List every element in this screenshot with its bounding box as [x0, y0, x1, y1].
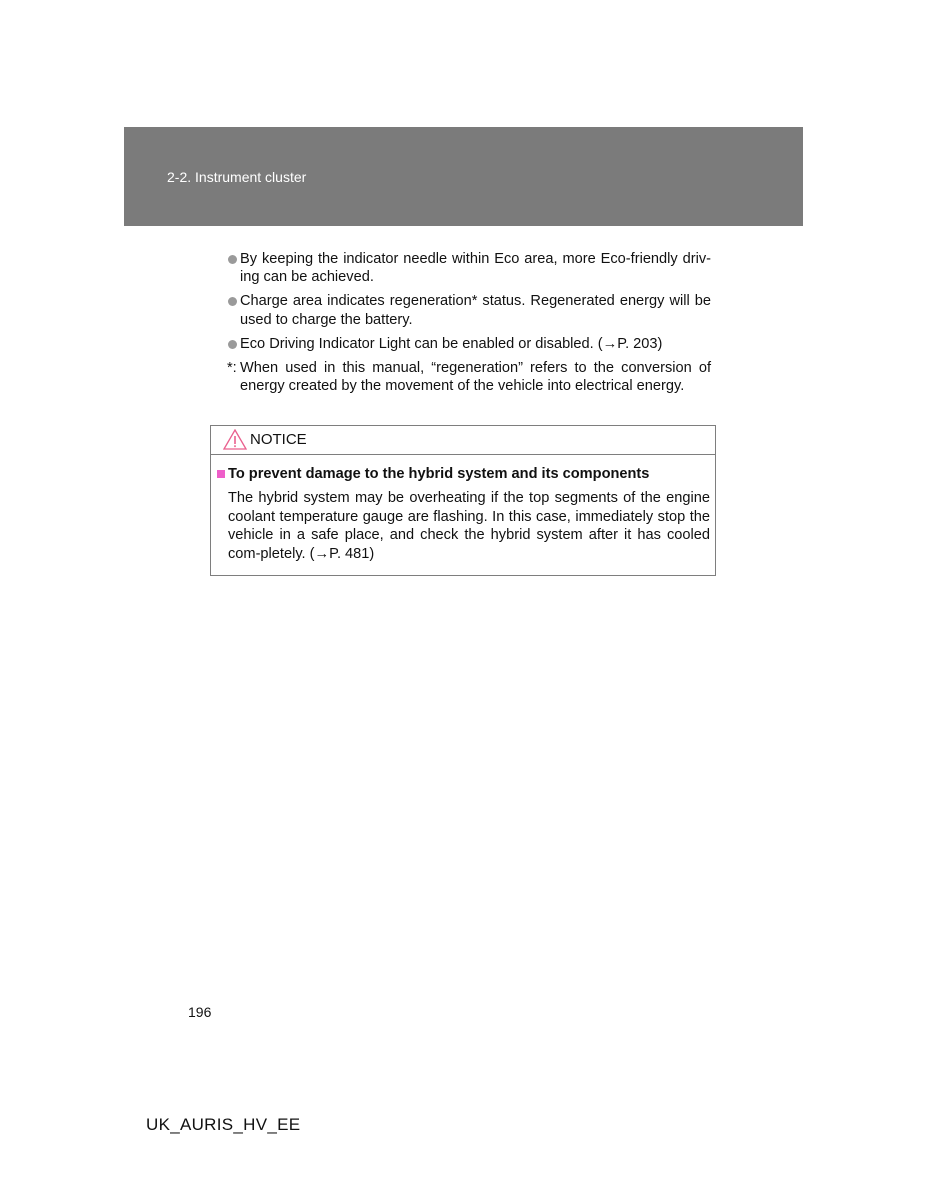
notice-heading-text: To prevent damage to the hybrid system and its components	[228, 466, 650, 482]
footnote	[227, 359, 711, 396]
list-item	[227, 292, 711, 329]
footnote-mark: *:	[227, 359, 237, 376]
page-number: 196	[188, 1004, 212, 1020]
warning-triangle-icon	[223, 429, 247, 450]
header-bar	[124, 127, 803, 226]
bullet-icon	[228, 255, 237, 264]
section-title: 2-2. Instrument cluster	[167, 169, 307, 185]
bullet-icon	[228, 340, 237, 349]
list-item-text: By keeping the indicator needle within Eco area, more Eco-friendly driv-ing can be achieved.	[240, 251, 711, 286]
notice-title: NOTICE	[250, 431, 307, 448]
main-content	[227, 250, 711, 395]
notice-body	[211, 455, 715, 563]
list-item-text: Eco Driving Indicator Light can be enabled or disabled. (→P. 203)	[240, 335, 663, 352]
bullet-icon	[228, 297, 237, 306]
footnote-text: When used in this manual, “regeneration” refers to the conversion of energy created by the movement of the vehicle into electrical energy.	[240, 359, 711, 394]
notice-text: The hybrid system may be overheating if the top segments of the engine coolant temperature gauge are flashing. In this case, immediately stop the vehicle in a safe place, and check the hybrid system after it has cooled com-pletely. (→P. 481)	[228, 490, 710, 562]
list-item	[227, 335, 711, 353]
notice-box	[210, 425, 716, 576]
document-code: UK_AURIS_HV_EE	[146, 1115, 301, 1134]
notice-header	[211, 426, 715, 455]
notice-heading	[215, 465, 710, 483]
list-item-text: Charge area indicates regeneration* status. Regenerated energy will be used to charge the battery.	[240, 293, 711, 328]
list-item	[227, 250, 711, 287]
square-bullet-icon	[217, 470, 225, 478]
